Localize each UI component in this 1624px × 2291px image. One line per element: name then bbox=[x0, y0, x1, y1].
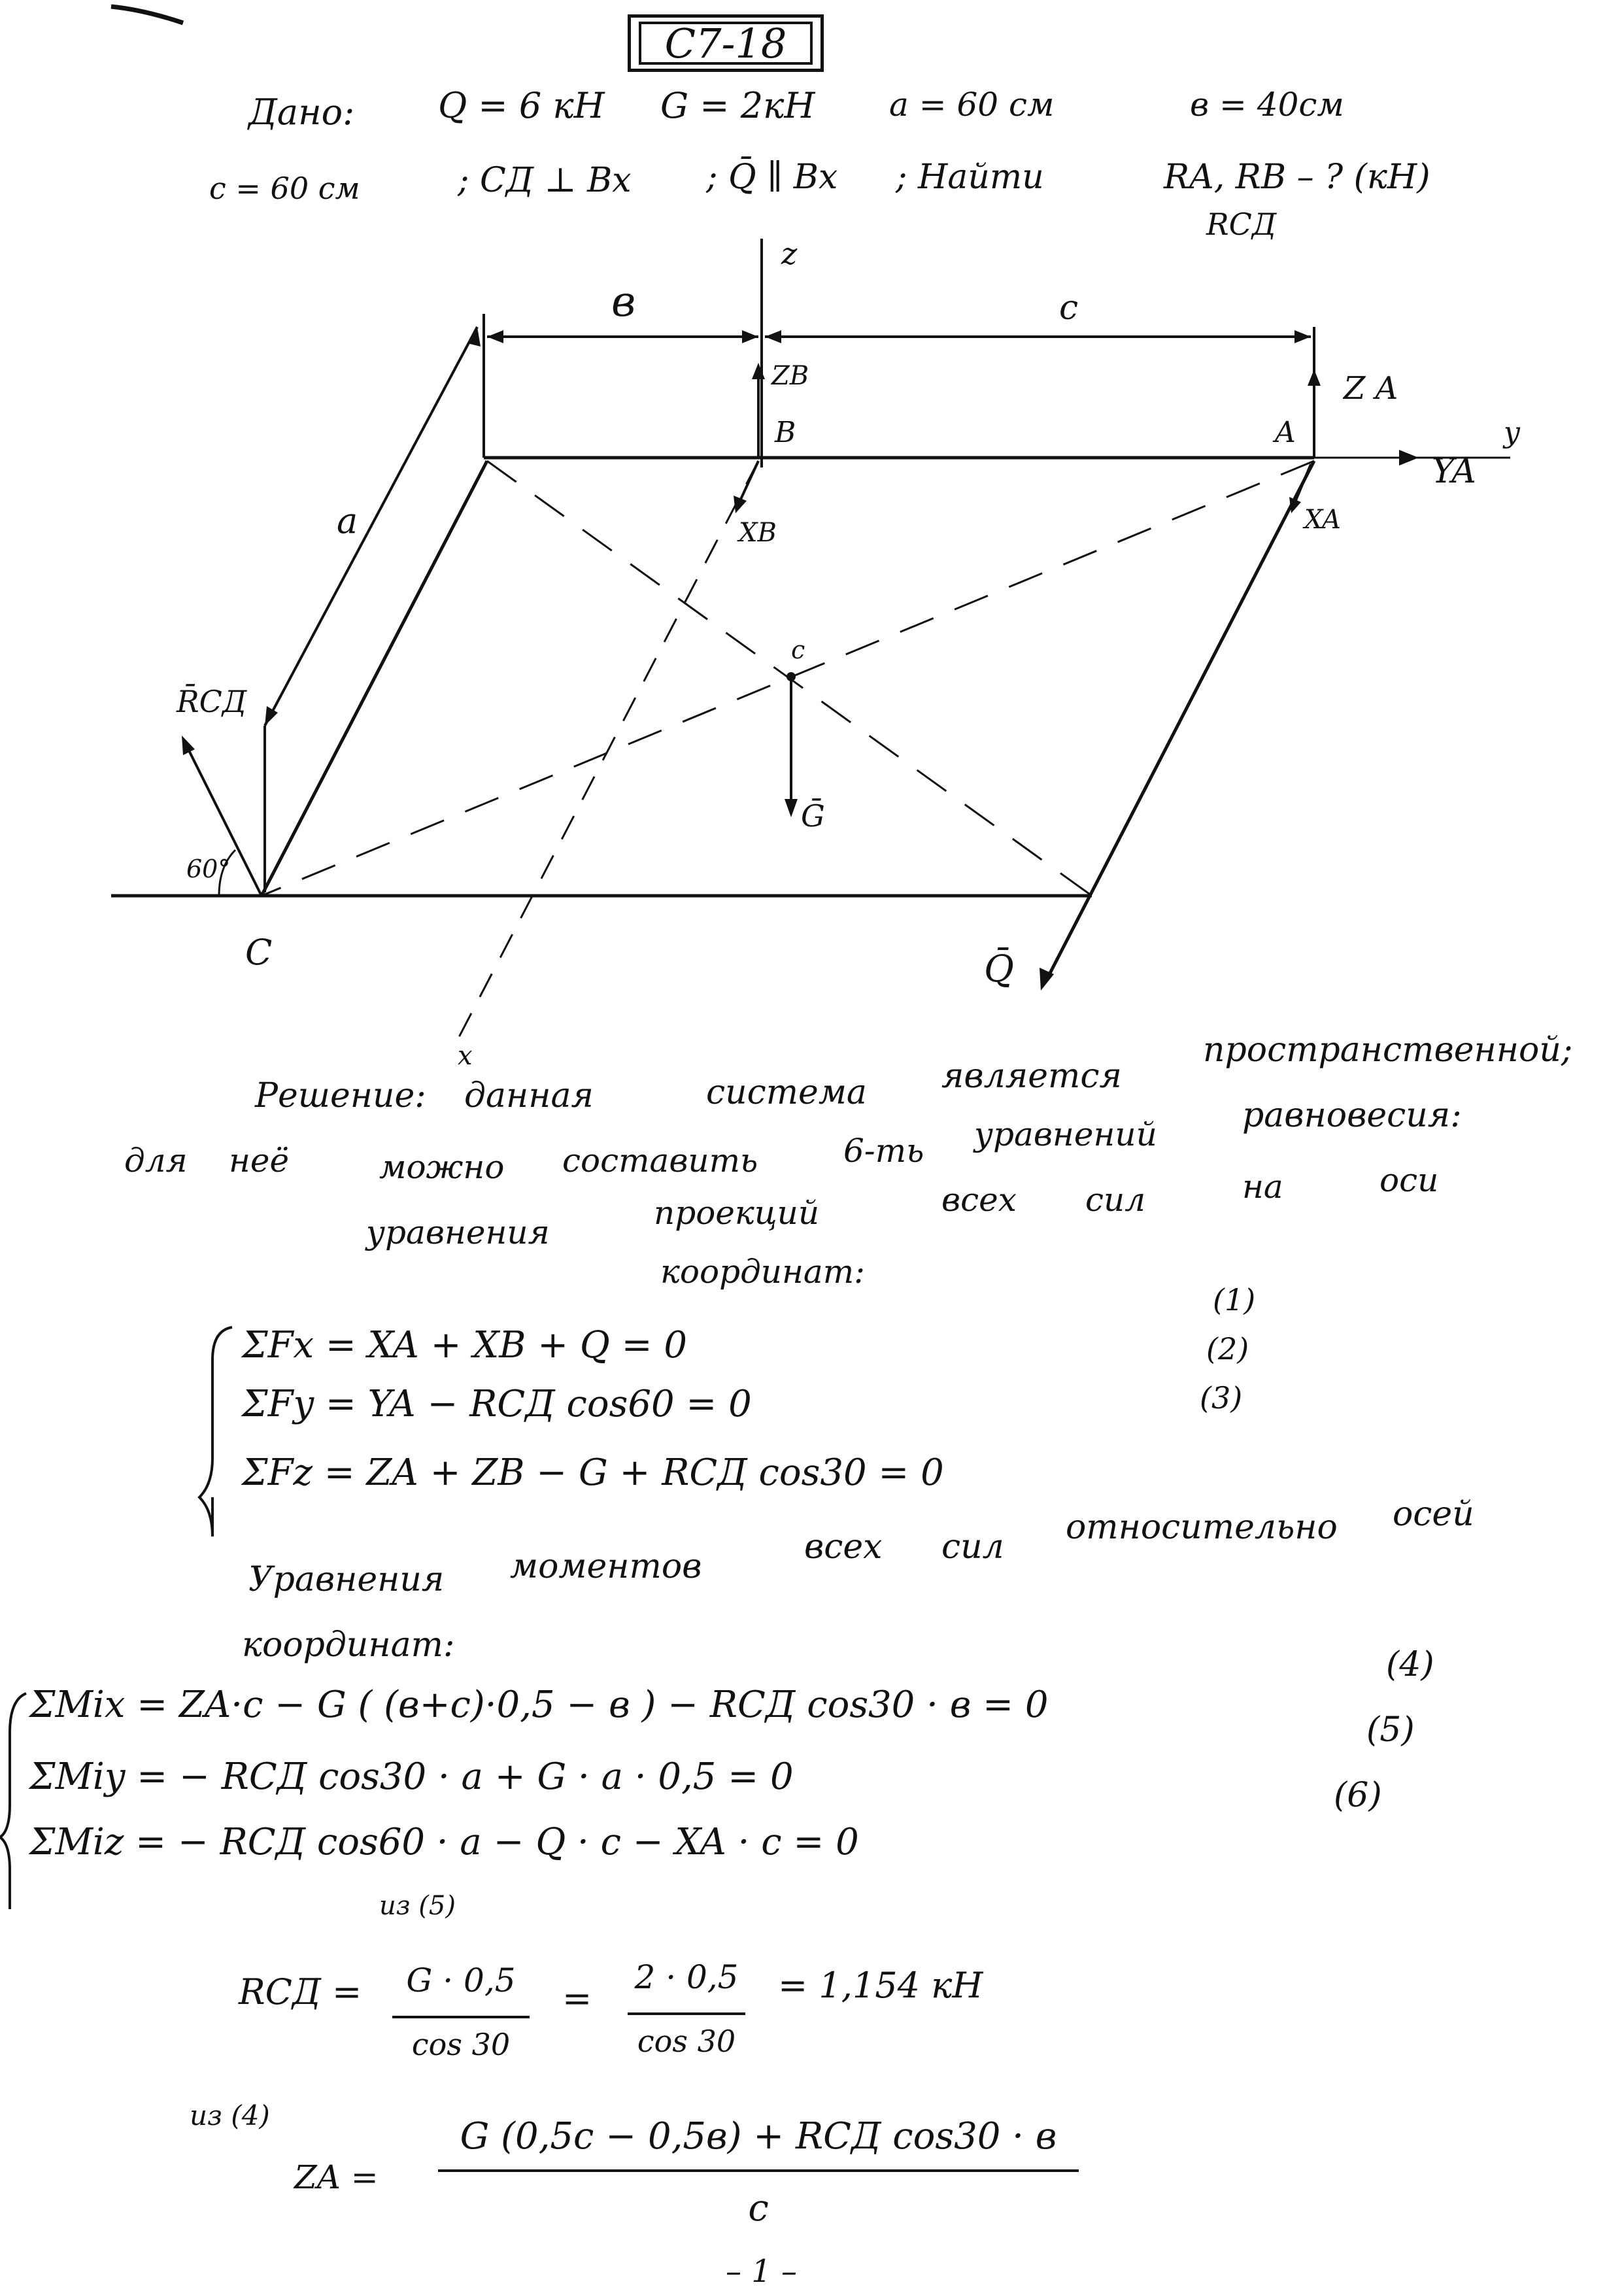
edge-left bbox=[262, 461, 487, 896]
rcd-lhs: RСД = bbox=[239, 1971, 362, 2012]
sol-word: всех bbox=[941, 1181, 1017, 1219]
equation-3: ΣFz = ZA + ZB − G + RСД cos30 = 0 bbox=[242, 1451, 944, 1494]
given-find-extra: RСД bbox=[1206, 207, 1277, 242]
given-b: в = 40см bbox=[1190, 86, 1344, 124]
given-c: c = 60 см bbox=[209, 171, 360, 206]
sol-word: неё bbox=[229, 1142, 290, 1179]
sol-word: сил bbox=[941, 1527, 1004, 1567]
label-x: x bbox=[458, 1041, 473, 1071]
label-c-point: c bbox=[791, 636, 805, 664]
equation-5: ΣMiy = − RСД cos30 · a + G · a · 0,5 = 0 bbox=[29, 1756, 794, 1798]
label-b-dim: в bbox=[611, 278, 636, 326]
given-find-values: RA, RB – ? (кН) bbox=[1164, 158, 1430, 197]
equation-6: ΣMiz = − RСД cos60 · a − Q · c − XA · c = 0 bbox=[29, 1821, 859, 1863]
from-eq5: из (5) bbox=[379, 1891, 456, 1921]
equation-2: ΣFy = YA − RСД cos60 = 0 bbox=[242, 1383, 752, 1425]
xa-arrow bbox=[1294, 464, 1311, 503]
eq-number: (4) bbox=[1386, 1645, 1434, 1684]
label-RCD: R̄CД bbox=[177, 684, 247, 719]
za-numerator: G (0,5c − 0,5в) + RСД cos30 · в bbox=[460, 2115, 1057, 2158]
rcd-result: = 1,154 кН bbox=[778, 1965, 983, 2006]
page-number: – 1 – bbox=[726, 2253, 798, 2290]
given-label: Дано: bbox=[248, 92, 355, 133]
brace-1 bbox=[199, 1327, 232, 1536]
pen-stroke bbox=[111, 7, 183, 23]
label-C: C bbox=[245, 932, 273, 973]
label-A: A bbox=[1275, 416, 1296, 449]
sol-word: для bbox=[124, 1142, 188, 1179]
sol-word: Уравнения bbox=[248, 1560, 445, 1599]
za-denominator: c bbox=[748, 2187, 769, 2230]
sol-word: является bbox=[941, 1057, 1122, 1096]
rcd-equals: = bbox=[562, 1978, 592, 2019]
sol-word: система bbox=[706, 1073, 867, 1112]
sol-word: сил bbox=[1085, 1181, 1146, 1219]
label-zB: ZB bbox=[771, 361, 809, 391]
label-c-dim: c bbox=[1059, 288, 1079, 328]
label-YA: YA bbox=[1432, 452, 1476, 491]
rcd-den-2: cos 30 bbox=[637, 2024, 736, 2059]
given-cond1: ; СД ⊥ Вх bbox=[458, 161, 632, 200]
sol-word: относительно bbox=[1066, 1508, 1338, 1547]
rcd-num-2: 2 · 0,5 bbox=[634, 1958, 739, 1996]
sol-word: координат: bbox=[660, 1253, 865, 1291]
label-XA: XA bbox=[1304, 505, 1341, 535]
sol-word: координат: bbox=[242, 1625, 455, 1665]
sol-word: равновесия: bbox=[1242, 1096, 1462, 1135]
sol-word: можно bbox=[379, 1148, 505, 1186]
eq-number: (6) bbox=[1334, 1776, 1382, 1815]
sol-word: всех bbox=[804, 1527, 883, 1567]
dim-line-a bbox=[265, 327, 477, 726]
label-ZA: Z A bbox=[1344, 370, 1398, 407]
sol-word: оси bbox=[1379, 1161, 1439, 1199]
given-G: G = 2кН bbox=[660, 85, 815, 126]
rcd-den-1: cos 30 bbox=[411, 2027, 511, 2062]
problem-code: C7-18 bbox=[639, 22, 813, 65]
given-a: a = 60 см bbox=[889, 86, 1055, 124]
label-60: 60° bbox=[186, 855, 231, 883]
given-find-label: ; Найти bbox=[896, 158, 1044, 197]
sol-word: составить bbox=[562, 1142, 758, 1179]
sol-word: 6-ть bbox=[843, 1132, 924, 1170]
label-z: z bbox=[781, 236, 798, 271]
label-y: y bbox=[1504, 416, 1520, 449]
equation-4: ΣMix = ZA·c − G ( (в+c)·0,5 − в ) − RСД cos30 · в = 0 bbox=[29, 1684, 1049, 1726]
given-cond2: ; Q̄ ∥ Вх bbox=[706, 158, 838, 197]
y-axis-arrow bbox=[1399, 450, 1419, 466]
eq-number: (3) bbox=[1200, 1380, 1243, 1416]
sol-word: Решение: bbox=[255, 1076, 426, 1115]
brace-2 bbox=[0, 1693, 26, 1909]
from-eq4: из (4) bbox=[190, 2099, 270, 2131]
sol-word: на bbox=[1242, 1168, 1283, 1206]
rcd-num-1: G · 0,5 bbox=[406, 1961, 516, 1999]
label-Q: Q̄ bbox=[984, 948, 1014, 991]
za-lhs: ZA = bbox=[294, 2158, 379, 2196]
eq-number: (5) bbox=[1366, 1710, 1415, 1750]
sol-word: уравнений bbox=[974, 1115, 1157, 1153]
label-a: a bbox=[337, 500, 358, 541]
label-XB: XB bbox=[739, 518, 777, 548]
sol-word: пространственной; bbox=[1203, 1030, 1573, 1070]
label-G: Ḡ bbox=[801, 798, 825, 834]
sol-word: уравнения bbox=[366, 1213, 550, 1251]
sol-word: осей bbox=[1393, 1495, 1474, 1534]
sol-word: данная bbox=[464, 1076, 594, 1115]
given-Q: Q = 6 кН bbox=[438, 85, 605, 126]
equation-1: ΣFx = XA + XB + Q = 0 bbox=[242, 1324, 687, 1366]
edge-right bbox=[1046, 461, 1314, 981]
eq-number: (2) bbox=[1206, 1331, 1249, 1366]
sol-word: моментов bbox=[510, 1547, 702, 1586]
sol-word: проекций bbox=[654, 1194, 820, 1232]
eq-number: (1) bbox=[1213, 1282, 1256, 1317]
label-B: B bbox=[775, 416, 796, 449]
